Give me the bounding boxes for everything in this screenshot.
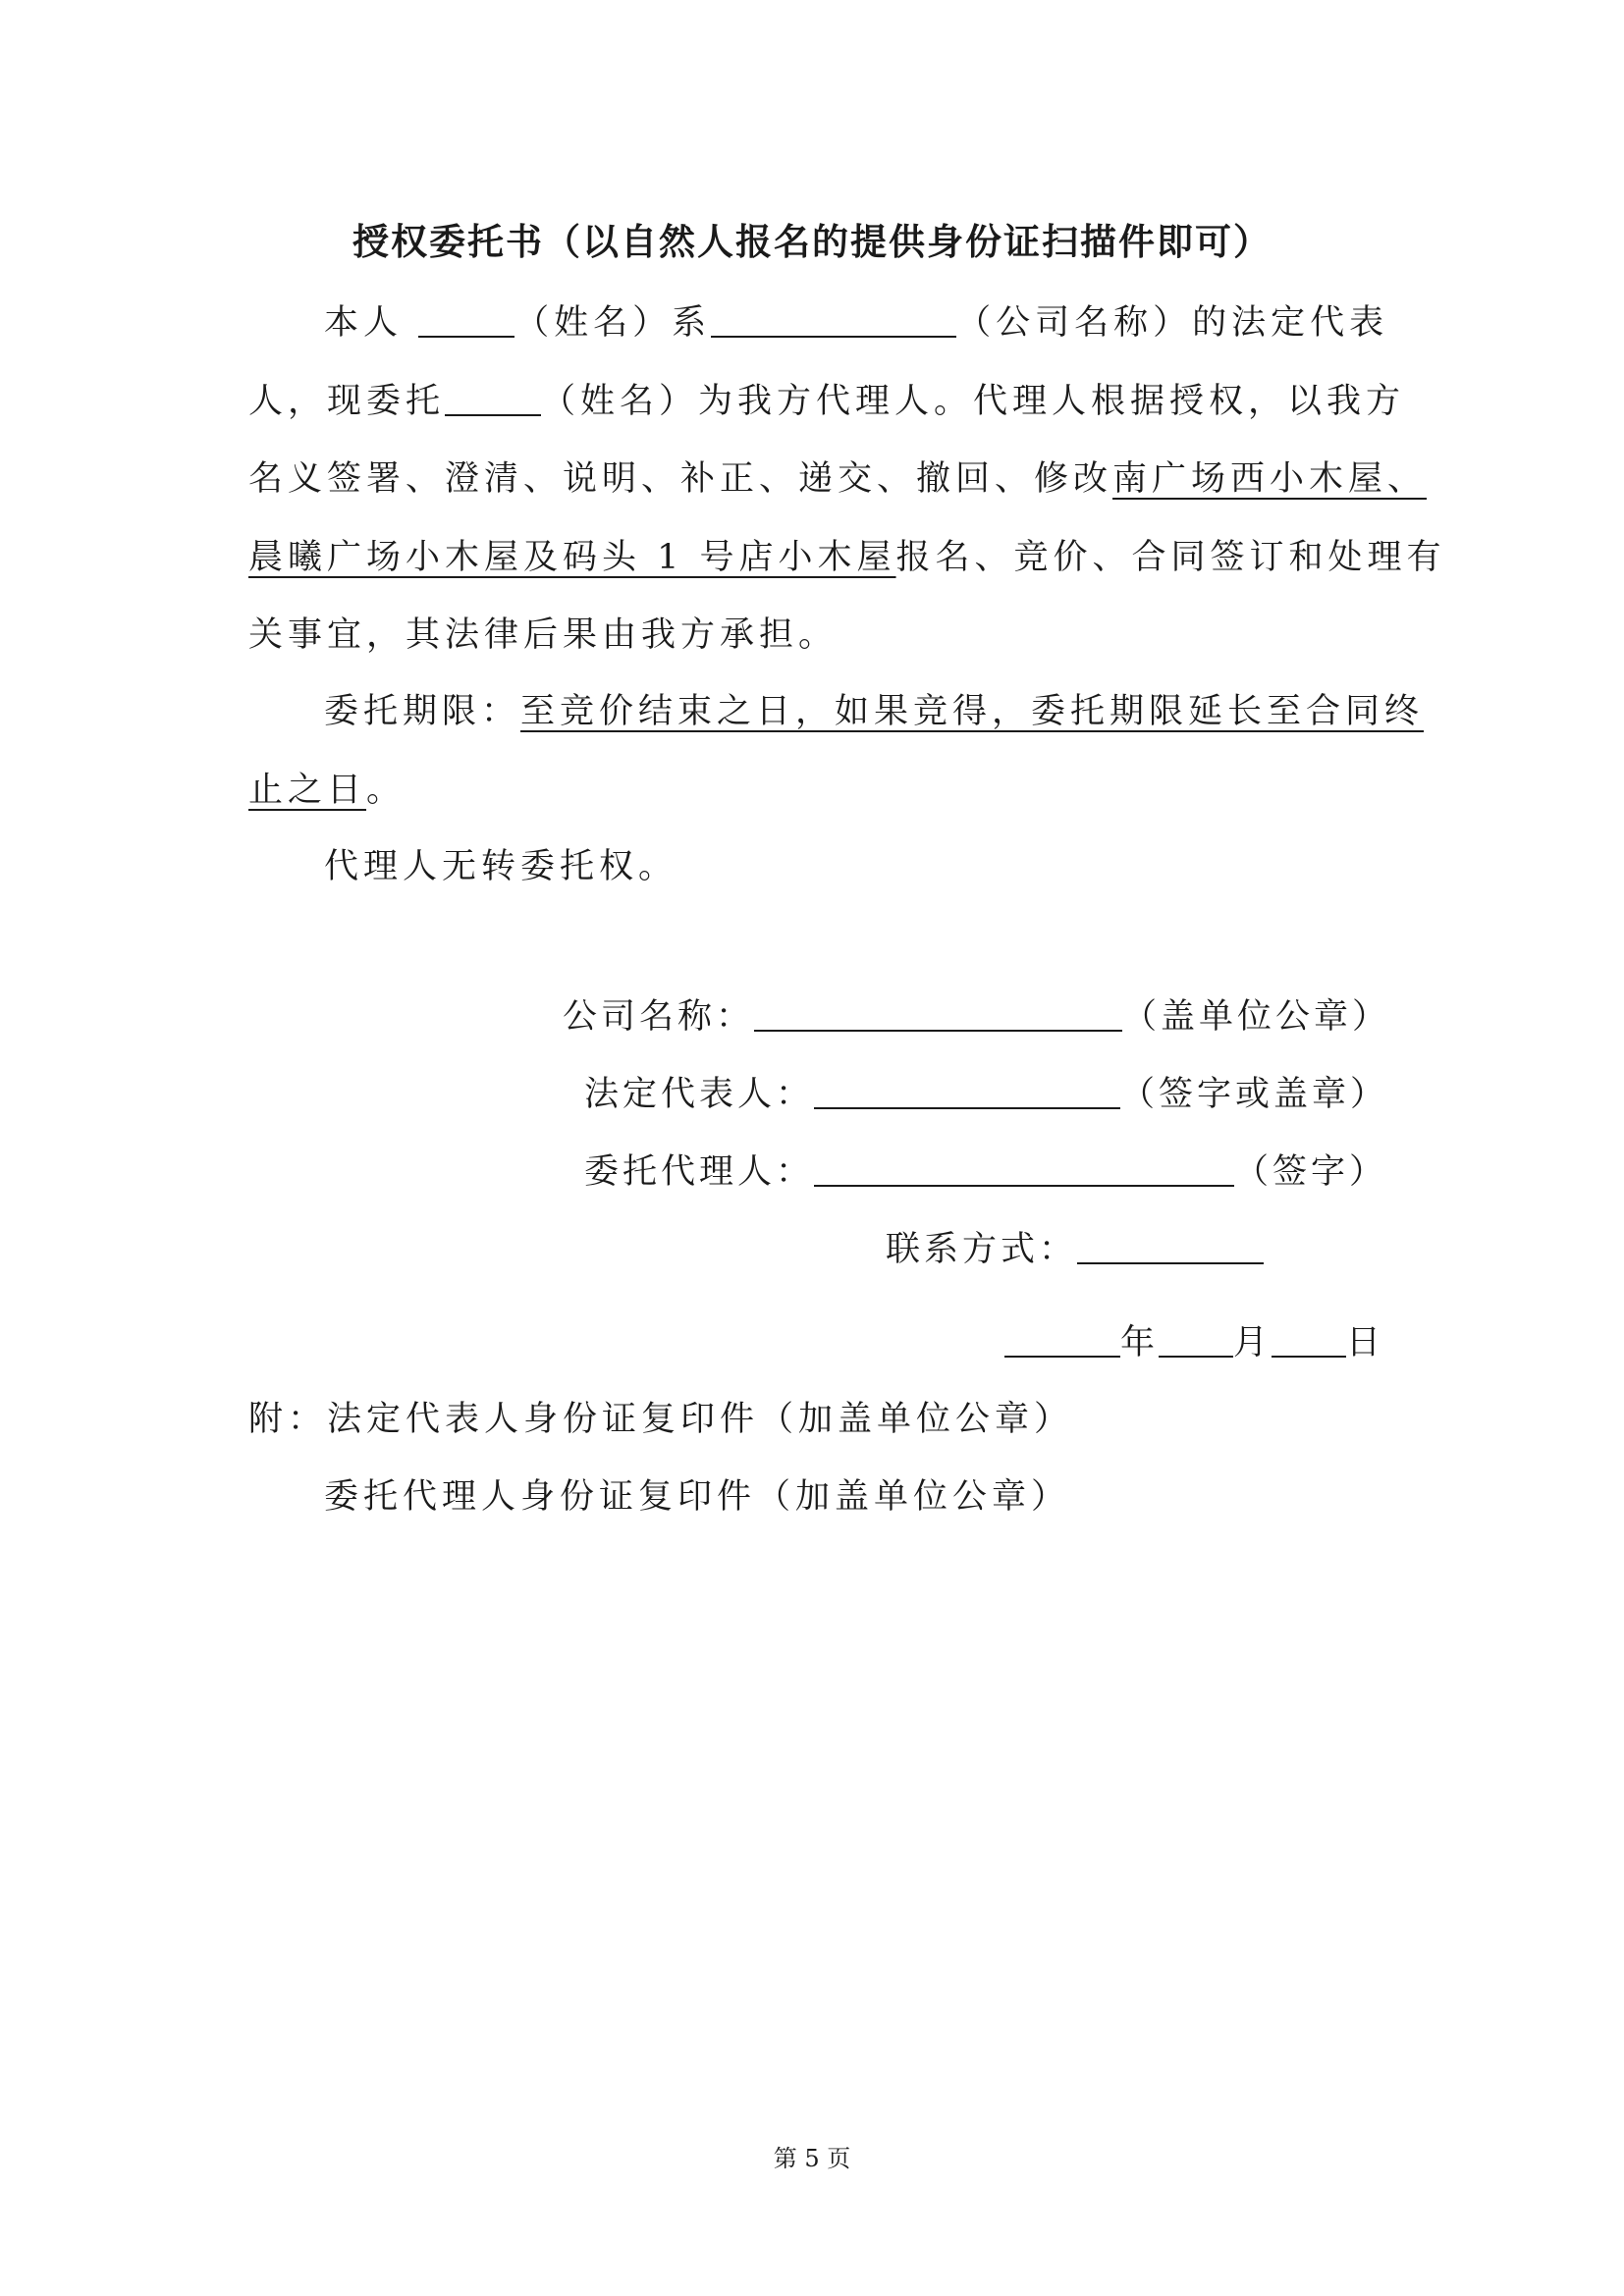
agent-note: （签字） xyxy=(1234,1152,1388,1192)
legal-label: 法定代表人： xyxy=(584,1075,815,1114)
contact-blank xyxy=(1077,1227,1264,1264)
legal-sign-blank xyxy=(814,1072,1120,1109)
month-blank xyxy=(1159,1320,1233,1358)
year-label: 年 xyxy=(1120,1323,1160,1362)
agent-name-blank xyxy=(445,379,541,416)
text-name-label: （姓名）系 xyxy=(514,303,712,343)
day-blank xyxy=(1272,1320,1346,1358)
attachment-line2 xyxy=(324,1472,1070,1522)
contact-row xyxy=(886,1225,1264,1274)
month-label: 月 xyxy=(1233,1323,1272,1362)
para1-line4 xyxy=(248,533,1446,582)
para1-line1 xyxy=(324,298,1388,347)
text-location-2: 晨曦广场小木屋及码头 1 号店小木屋 xyxy=(248,538,896,577)
text-location-1: 南广场西小木屋、 xyxy=(1112,459,1428,499)
text-matters: 报名、竞价、合同签订和处理有 xyxy=(895,538,1446,577)
para1-line5 xyxy=(248,611,838,660)
para2-line2 xyxy=(248,766,406,815)
agent-sign-row xyxy=(584,1148,1387,1197)
text-agent-label: （姓名）为我方代理人。代理人根据授权，以我方 xyxy=(541,382,1406,421)
company-label: 公司名称： xyxy=(563,997,755,1037)
attachment-label: 附： xyxy=(248,1400,328,1439)
attachment-item-1: 法定代表人身份证复印件（加盖单位公章） xyxy=(327,1400,1074,1439)
company-note: （盖单位公章） xyxy=(1122,997,1391,1037)
contact-label: 联系方式： xyxy=(886,1230,1078,1269)
text-term-end: 止之日 xyxy=(248,771,367,810)
text-period: 。 xyxy=(366,771,406,810)
date-row xyxy=(1004,1318,1384,1367)
text-entrust: 人，现委托 xyxy=(248,382,446,421)
legal-note: （签字或盖章） xyxy=(1120,1075,1389,1114)
text-actions: 名义签署、澄清、说明、补正、递交、撤回、修改 xyxy=(248,459,1113,499)
text-term-label: 委托期限： xyxy=(324,692,521,731)
company-blank xyxy=(711,300,956,338)
page-number: 第 5 页 xyxy=(773,2145,851,2172)
text-self: 本人 xyxy=(324,303,404,343)
document-title: 授权委托书（以自然人报名的提供身份证扫描件即可） xyxy=(352,221,1272,263)
para3-line xyxy=(324,842,677,891)
agent-label: 委托代理人： xyxy=(584,1152,815,1192)
para2-line1 xyxy=(324,687,1424,736)
text-term-value: 至竞价结束之日，如果竞得，委托期限延长至合同终 xyxy=(520,692,1425,731)
company-sign-blank xyxy=(754,994,1122,1032)
attachment-line1 xyxy=(248,1395,1073,1444)
name-blank xyxy=(418,300,514,338)
legal-sign-row xyxy=(584,1070,1388,1119)
text-no-subdelegation: 代理人无转委托权。 xyxy=(324,847,678,886)
company-sign-row xyxy=(563,992,1390,1041)
agent-sign-blank xyxy=(814,1149,1234,1187)
attachment-item-2: 委托代理人身份证复印件（加盖单位公章） xyxy=(324,1477,1071,1517)
text-company-label: （公司名称）的法定代表 xyxy=(956,303,1389,343)
para1-line2 xyxy=(248,377,1405,426)
year-blank xyxy=(1004,1320,1120,1358)
text-liability: 关事宜，其法律后果由我方承担。 xyxy=(248,615,839,655)
para1-line3 xyxy=(248,454,1427,504)
day-label: 日 xyxy=(1346,1323,1385,1362)
